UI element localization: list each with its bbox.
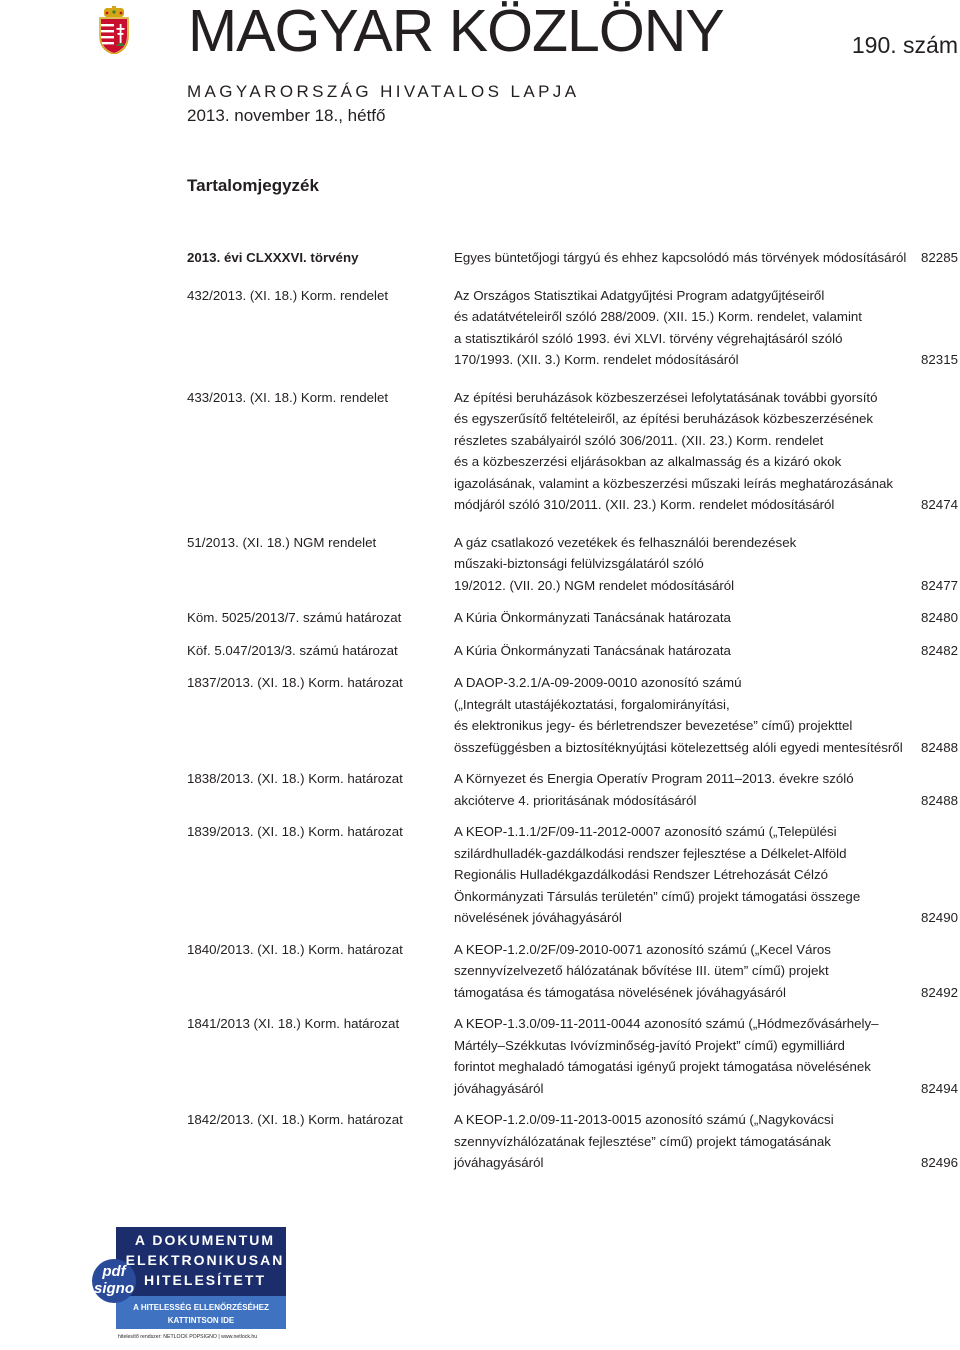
toc-entry-description: A DAOP-3.2.1/A-09-2009-0010 azonosító számú („Integrált utastájékoztatási, forgalomirányítási, és elektronikus jegy- és bérletrendszer bevezetése” című) projekttel összefüggésben a biztosítéknyújtási kötelezettség alóli egyedi mentesítésről [454,675,903,755]
toc-entry-description: A KEOP-1.1.1/2F/09-11-2012-0007 azonosító számú („Települési szilárdhulladék-gazdálkodási rendszer fejlesztése a Délkelet-Alföld Regionális Hulladékgazdálkodási Rendszer Létrehozását Célzó Önkormányzati Társulás területén” című) projekt támogatási összege növelésének jóváhagyásáról [454,824,861,925]
toc-entry-reference: 51/2013. (XI. 18.) NGM rendelet [187,534,377,550]
toc-entry[interactable] [187,387,958,516]
pdfsigno-logo-bottom: signo [94,1280,134,1297]
badge-line-5: KATTINTSON IDE [167,1316,235,1325]
toc-entry[interactable] [187,532,958,597]
toc-entry[interactable] [187,1109,958,1174]
toc-entry[interactable] [187,672,958,758]
publication-date: 2013. november 18., hétfő [187,106,386,125]
toc-heading: Tartalomjegyzék [187,176,319,195]
toc-entry-reference: 1837/2013. (XI. 18.) Korm. határozat [187,675,403,690]
toc-entry-reference: 433/2013. (XI. 18.) Korm. rendelet [187,389,389,405]
badge-line-1: A DOKUMENTUM [134,1232,276,1248]
toc-entry-reference: 432/2013. (XI. 18.) Korm. rendelet [187,287,389,303]
toc-entry[interactable] [187,247,958,269]
publication-title: MAGYAR KÖZLÖNY [188,0,724,64]
toc-entry-page: 82488 [921,792,958,808]
toc-entry[interactable] [187,939,958,1004]
toc-entry-description: A gáz csatlakozó vezetékek és felhasználói berendezések műszaki-biztonsági felülvizsgálatáról szóló 19/2012. (VII. 20.) NGM rendelet módosításáról [454,534,797,593]
coat-of-arms-icon [97,6,131,54]
toc-entry-reference: 1842/2013. (XI. 18.) Korm. határozat [187,1112,403,1127]
toc-entry-page: 82496 [921,1155,958,1170]
toc-entry-page: 82480 [921,610,958,625]
toc-entry-page: 82490 [921,910,958,925]
toc-entry-reference: 1841/2013 (XI. 18.) Korm. határozat [187,1016,400,1031]
toc-entry-description: A Kúria Önkormányzati Tanácsának határozata [454,610,731,625]
toc-entry[interactable] [187,607,958,629]
toc-entry-reference: 1838/2013. (XI. 18.) Korm. határozat [187,771,403,786]
toc-entry-description: A Környezet és Energia Operatív Program 2011–2013. évekre szóló akcióterve 4. prioritásának módosításáról [454,771,854,808]
toc-entry[interactable] [187,285,958,371]
table-of-contents [187,247,958,1174]
toc-entry-description: Az építési beruházások közbeszerzései lefolytatásának további gyorsító és egyszerűsítő feltételeiről, az építési beruházások közbeszerzésének részletes szabályairól szóló 306/2011. (XII. 23.) Korm. rendelet és a közbeszerzési eljárásokban az alkalmasság és a kizáró okok igazolásának, valamint a közbeszerzési műszaki leírás meghatározásának módjáról szóló 310/2011. (XII. 23.) Korm. rendelet módosításáról [454,389,894,512]
toc-entry[interactable] [187,768,958,811]
toc-entry-description: A KEOP-1.3.0/09-11-2011-0044 azonosító számú („Hódmezővásárhely– Mártély–Székkutas Ivóvízminőség-javító Projekt” című) egymilliárd forintot meghaladó támogatási igényű projekt támogatása növelésének jóváhagyásáról [454,1016,879,1096]
toc-entry-description: A Kúria Önkormányzati Tanácsának határozata [454,642,731,658]
toc-entry-reference: 2013. évi CLXXXVI. törvény [187,250,359,265]
toc-entry-description: Egyes büntetőjogi tárgyú és ehhez kapcsolódó más törvények módosításáról [454,250,907,265]
toc-entry-page: 82492 [921,984,958,1000]
toc-entry[interactable] [187,640,958,662]
toc-entry-page: 82474 [921,497,958,512]
toc-entry-reference: Köm. 5025/2013/7. számú határozat [187,610,402,625]
toc-entry-description: Az Országos Statisztikai Adatgyűjtési Program adatgyűjtéseiről és adatátvételeiről szóló 288/2009. (XII. 15.) Korm. rendelet, valamint a statisztikáról szóló 1993. évi XLVI. törvény végrehajtásáról szóló 170/1993. (XII. 3.) Korm. rendelet módosításáról [454,287,862,367]
toc-entry-page: 82494 [921,1080,958,1096]
badge-line-2: ELEKTRONIKUSAN [125,1252,285,1268]
toc-entry-page: 82488 [921,739,958,755]
badge-line-3: HITELESÍTETT [144,1272,266,1288]
toc-entry[interactable] [187,1013,958,1099]
badge-line-4: A HITELESSÉG ELLENŐRZÉSÉHEZ [133,1303,269,1312]
issue-number: 190. szám [851,32,958,58]
publication-subtitle: MAGYARORSZÁG HIVATALOS LAPJA [187,82,580,101]
toc-entry-page: 82482 [921,642,958,658]
toc-entry-reference: 1839/2013. (XI. 18.) Korm. határozat [187,824,403,839]
toc-entry-page: 82477 [921,577,958,593]
toc-entry-description: A KEOP-1.2.0/2F/09-2010-0071 azonosító számú („Kecel Város szennyvízelvezető hálózatának bővítése III. ütem” című) projekt támogatása és támogatása növelésének jóváhagyásáról [454,941,831,1000]
toc-entry[interactable] [187,821,958,929]
toc-entry-page: 82285 [921,250,958,265]
pdfsigno-logo-top: pdf [102,1263,126,1280]
toc-entry-description: A KEOP-1.2.0/09-11-2013-0015 azonosító számú („Nagykovácsi szennyvízhálózatának fejlesztése” című) projekt támogatásának jóváhagyásáról [454,1112,834,1170]
toc-entry-page: 82315 [921,352,958,367]
toc-entry-reference: 1840/2013. (XI. 18.) Korm. határozat [187,941,403,957]
pdfsigno-verification-badge[interactable] [92,1225,286,1343]
badge-footer: hitelesítő rendszer: NETLOCK POPSIGNO | www.netlock.hu [118,1334,258,1340]
toc-entry-reference: Köf. 5.047/2013/3. számú határozat [187,642,398,658]
